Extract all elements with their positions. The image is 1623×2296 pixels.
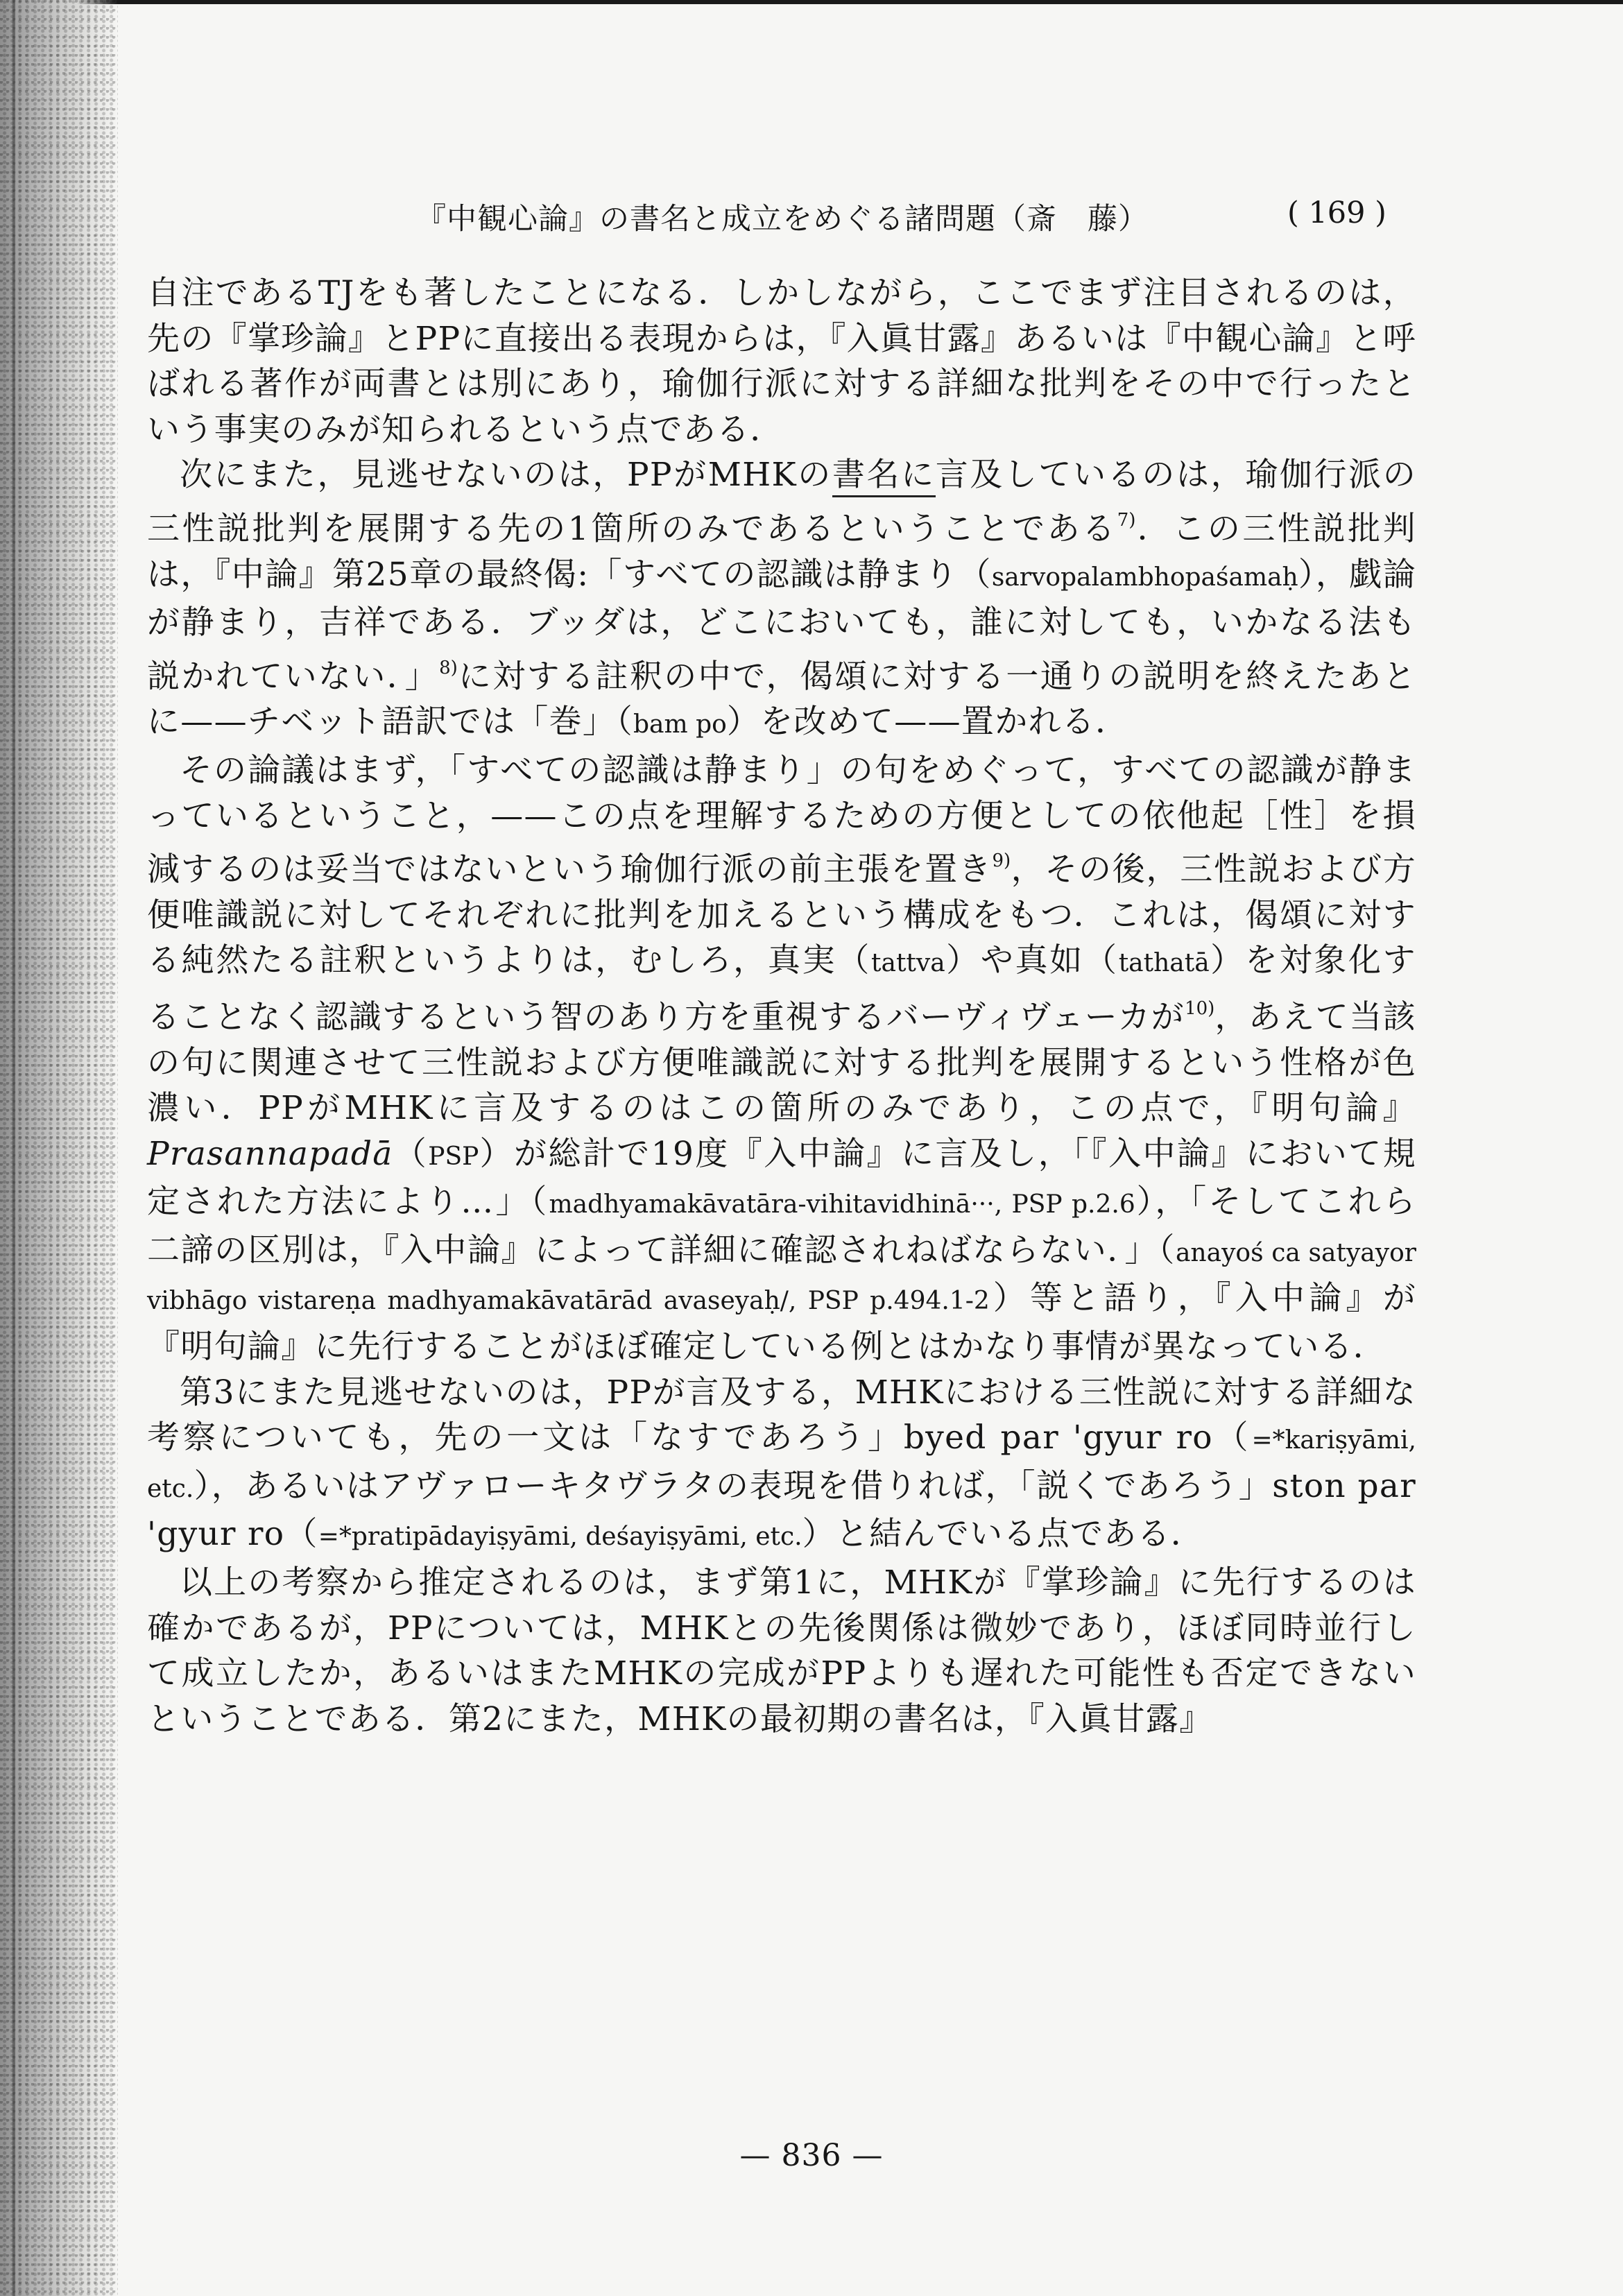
footnote-marker-8: 8) bbox=[439, 657, 458, 678]
sanskrit-term: =*kariṣyāmi, etc. bbox=[147, 1426, 1416, 1503]
footer-page-number: — 836 — bbox=[739, 2138, 884, 2173]
p2-text-d: ），戯論が静まり，吉祥である．ブッダは，どこにおいても，誰に対しても，いかなる法も説かれていない．」 bbox=[147, 555, 1416, 696]
p3-text-c: ）や真如（ bbox=[945, 941, 1119, 980]
paragraph-2 bbox=[147, 452, 1416, 748]
sanskrit-term: sarvopalambhopaśamaḥ bbox=[991, 563, 1298, 592]
abbreviation: PSP bbox=[428, 1142, 479, 1171]
running-title: 『中観心論』の書名と成立をめぐる諸問題（斎 藤） bbox=[416, 202, 1149, 237]
p4-text-b: （ bbox=[1212, 1419, 1252, 1457]
tibetan-term: bam po bbox=[633, 710, 727, 739]
p4-text-a: 第3にまた見逃せないのは，PPが言及する，MHKにおける三性説に対する詳細な考察についても，先の一文は「なすであろう」 bbox=[147, 1373, 1416, 1457]
footnote-marker-10: 10) bbox=[1185, 997, 1215, 1019]
sanskrit-term: tathatā bbox=[1118, 949, 1210, 978]
paragraph-4 bbox=[147, 1370, 1416, 1560]
paragraph-3 bbox=[147, 748, 1416, 1370]
p2-text-a: 次にまた，見逃せないのは，PPがMHKの bbox=[180, 456, 832, 495]
footnote-marker-9: 9) bbox=[992, 850, 1011, 872]
p4-text-e: ）と結んでいる点である． bbox=[802, 1515, 1205, 1554]
p3-text-f: （ bbox=[393, 1134, 429, 1173]
tibetan-phrase: byed par 'gyur ro bbox=[903, 1419, 1213, 1457]
underlined-phrase: 書名に bbox=[832, 456, 936, 497]
p3-text-g: ）が総計で19度『入中論』に言及し，「『入中論』において規定された方法により…」（ bbox=[147, 1134, 1416, 1222]
header-page-number: ( 169 ) bbox=[1287, 196, 1386, 230]
page-header bbox=[0, 196, 1623, 244]
top-edge-rule bbox=[0, 0, 1623, 4]
paragraph-1 bbox=[147, 271, 1416, 452]
tibetan-phrase: ston par 'gyur ro bbox=[147, 1466, 1416, 1554]
sanskrit-quote: anayoś ca satyayor vibhāgo vistareṇa madhyamakāvatārād avaseyaḥ/, PSP p.494.1-2 bbox=[147, 1238, 1416, 1316]
book-binding-shadow bbox=[0, 0, 118, 2296]
sanskrit-term: =*pratipādayiṣyāmi, deśayiṣyāmi, etc. bbox=[318, 1523, 802, 1552]
italic-title: Prasannapadā bbox=[147, 1134, 393, 1173]
p2-text-b: 言及しているのは，瑜伽行派の三性説批判を展開する先の1箇所のみであるということである bbox=[147, 456, 1417, 548]
p2-text-e: に対する註釈の中で，偈頌に対する一通りの説明を終えたあとに——チベット語訳では「巻」（ bbox=[147, 657, 1416, 742]
p2-text-f: ）を改めて——置かれる． bbox=[726, 703, 1129, 742]
p3-text-e: ，あえて当該の句に関連させて三性説および方便唯識説に対する批判を展開するという性格が色濃い．PPがMHKに言及するのはこの箇所のみであり，この点で，『明句論』 bbox=[147, 997, 1416, 1128]
p4-text-d: （ bbox=[284, 1515, 318, 1554]
footnote-marker-7: 7) bbox=[1117, 509, 1136, 531]
p4-text-c: ），あるいはアヴァローキタヴラタの表現を借りれば，「説くであろう」 bbox=[194, 1466, 1273, 1505]
p3-text-h: ），「そしてこれら二諦の区別は，『入中論』によって詳細に確認されねばならない．」（ bbox=[147, 1183, 1416, 1269]
body-text bbox=[147, 271, 1416, 1742]
paragraph-1-text: 自注であるTJをも著したことになる．しかしながら，ここでまず注目されるのは，先の『掌珍論』とPPに直接出る表現からは，『入眞甘露』あるいは『中観心論』と呼ばれる著作が両書とは別にあり，瑜伽行派に対する詳細な批判をその中で行ったという事実のみが知られるという点である． bbox=[147, 274, 1416, 449]
p3-text-d: ）を対象化することなく認識するという智のあり方を重視するバーヴィヴェーカが bbox=[147, 941, 1416, 1036]
p3-text-i: ）等と語り，『入中論』が『明句論』に先行することがほぼ確定している例とはかなり事情が異なっている． bbox=[147, 1279, 1416, 1367]
paragraph-5-text: 以上の考察から推定されるのは，まず第1に，MHKが『掌珍論』に先行するのは確かであるが，PPについては，MHKとの先後関係は微妙であり，ほぼ同時並行して成立したか，あるいはまたMHKの完成がPPよりも遅れた可能性も否定できないということである．第2にまた，MHKの最初期の書名は，『入眞甘露』 bbox=[147, 1563, 1416, 1738]
sanskrit-term: tattva bbox=[871, 949, 945, 978]
p3-text-b: ，その後，三性説および方便唯識説に対してそれぞれに批判を加えるという構成をもつ．これは，偈頌に対する純然たる註釈というよりは，むしろ，真実（ bbox=[147, 850, 1416, 980]
p3-text-a: その論議はまず，「すべての認識は静まり」の句をめぐって，すべての認識が静まっているということ，——この点を理解するための方便としての依他起［性］を損減するのは妥当ではないという瑜伽行派の前主張を置き bbox=[147, 751, 1416, 889]
sanskrit-quote: madhyamakāvatāra-vihitavidhinā···, PSP p.2.6 bbox=[549, 1190, 1135, 1219]
p2-text-c: ．この三性説批判は，『中論』第25章の最終偈:「すべての認識は静まり（ bbox=[147, 509, 1416, 594]
binding-edge-line bbox=[12, 0, 15, 2296]
paragraph-5 bbox=[147, 1560, 1416, 1742]
